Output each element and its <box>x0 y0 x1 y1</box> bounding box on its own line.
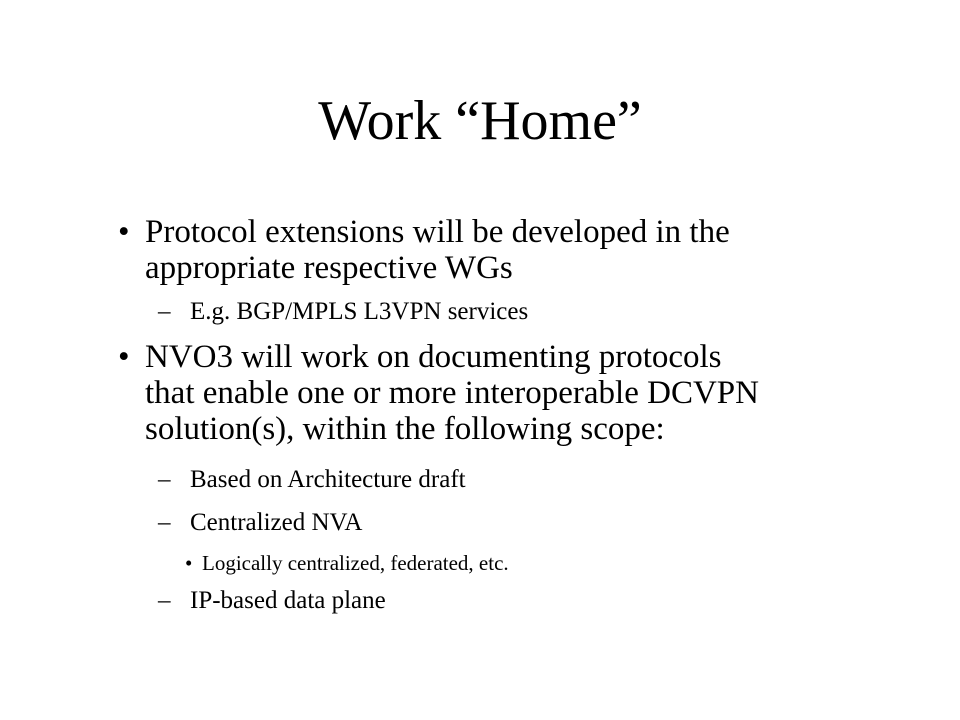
bullet-line: that enable one or more interoperable DCVPN <box>145 375 759 411</box>
sub-item-ip-data-plane <box>158 586 386 616</box>
bullet-line: appropriate respective WGs <box>145 250 513 286</box>
sub-item-architecture-draft <box>158 465 466 495</box>
sub-item-line: E.g. BGP/MPLS L3VPN services <box>190 298 529 325</box>
sub-sub-item-logically-centralized <box>185 550 509 576</box>
sub-item-line: IP-based data plane <box>190 587 386 614</box>
dash-marker: – <box>158 587 171 614</box>
sub-sub-item-line: Logically centralized, federated, etc. <box>202 551 509 575</box>
sub-item-bgp-mpls <box>158 297 528 327</box>
bullet-marker: • <box>118 214 130 250</box>
sub-item-centralized-nva <box>158 508 362 538</box>
bullet-marker: • <box>185 551 193 575</box>
bullet-item-nvo3-work <box>118 339 759 447</box>
bullet-item-protocol-extensions <box>118 214 730 286</box>
sub-item-line: Centralized NVA <box>190 509 363 536</box>
bullet-line: solution(s), within the following scope: <box>145 411 665 447</box>
bullet-marker: • <box>118 339 130 375</box>
dash-marker: – <box>158 298 171 325</box>
dash-marker: – <box>158 509 171 536</box>
bullet-line: NVO3 will work on documenting protocols <box>145 339 722 375</box>
sub-item-line: Based on Architecture draft <box>190 466 466 493</box>
dash-marker: – <box>158 466 171 493</box>
bullet-line: Protocol extensions will be developed in the <box>145 214 730 250</box>
slide-title: Work “Home” <box>318 90 642 152</box>
